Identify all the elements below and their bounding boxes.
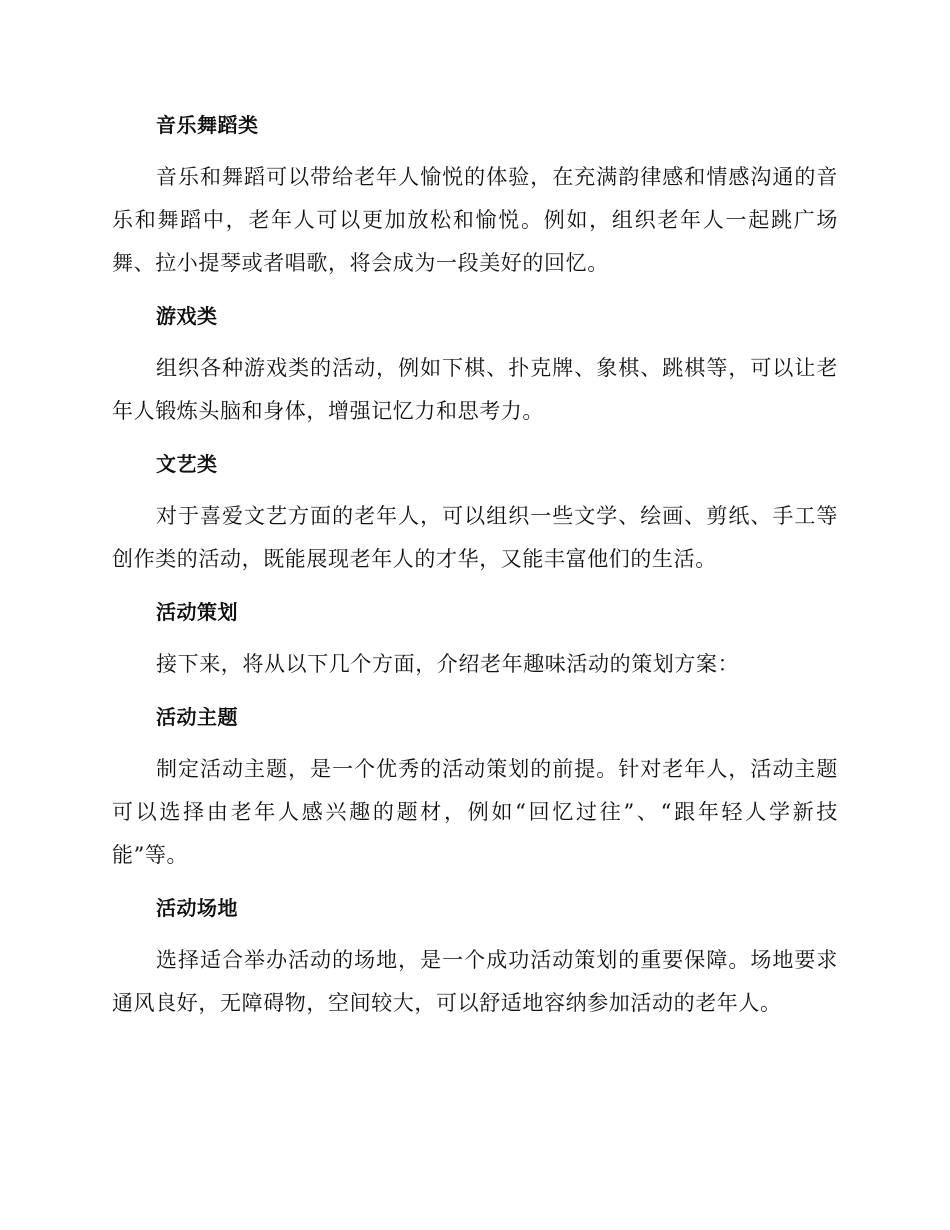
section-paragraph: 选择适合举办活动的场地，是一个成功活动策划的重要保障。场地要求通风良好，无障碍物，空间较大，可以舒适地容纳参加活动的老年人。 — [112, 948, 838, 1015]
section-paragraph: 组织各种游戏类的活动，例如下棋、扑克牌、象棋、跳棋等，可以让老年人锻炼头脑和身体，增强记忆力和思考力。 — [112, 356, 838, 423]
section-venue — [112, 888, 838, 1025]
section-music-dance — [112, 105, 838, 285]
section-games — [112, 296, 838, 433]
section-paragraph: 音乐和舞蹈可以带给老年人愉悦的体验，在充满韵律感和情感沟通的音乐和舞蹈中，老年人可以更加放松和愉悦。例如，组织老年人一起跳广场舞、拉小提琴或者唱歌，将会成为一段美好的回忆。 — [112, 165, 838, 275]
section-planning — [112, 592, 838, 686]
section-paragraph: 接下来，将从以下几个方面，介绍老年趣味活动的策划方案： — [156, 652, 740, 676]
section-paragraph: 制定活动主题，是一个优秀的活动策划的前提。针对老年人，活动主题可以选择由老年人感兴趣的题材，例如“回忆过往”、“跟年轻人学新技能”等。 — [112, 757, 838, 867]
section-heading: 活动策划 — [156, 600, 238, 624]
section-theme — [112, 697, 838, 877]
document-page — [112, 105, 838, 1036]
section-heading: 音乐舞蹈类 — [156, 113, 259, 137]
section-arts — [112, 444, 838, 581]
section-heading: 活动场地 — [156, 896, 238, 920]
section-heading: 游戏类 — [156, 304, 218, 328]
section-heading: 文艺类 — [156, 452, 218, 476]
section-paragraph: 对于喜爱文艺方面的老年人，可以组织一些文学、绘画、剪纸、手工等创作类的活动，既能展现老年人的才华，又能丰富他们的生活。 — [112, 504, 838, 571]
section-heading: 活动主题 — [156, 705, 238, 729]
